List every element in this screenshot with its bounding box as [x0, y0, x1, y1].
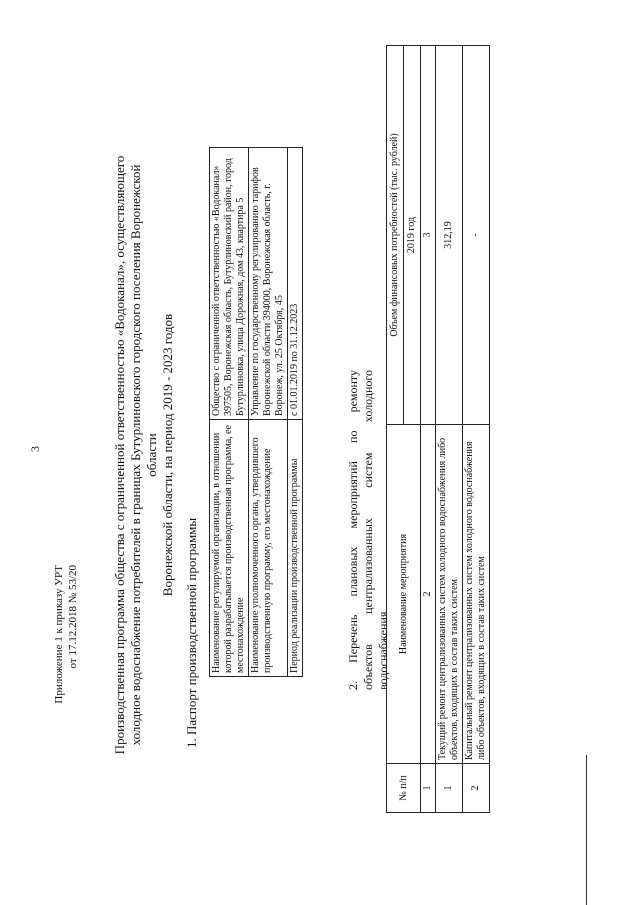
page-number: 3 [28, 446, 42, 452]
passport-table [209, 147, 303, 677]
passport-value-cell: Общество с ограниченной ответственностью «Водоканал» 397505, Воронежская область, Бутурлиновский район, город Бутурлиновка, улица Дорожная, дом 43, квартира 5 [210, 148, 249, 420]
passport-label-cell: Наименование уполномоченного органа, утвердившего производственную программу, его местонахождение [249, 420, 288, 677]
header-volume: Объем финансовых потребностей (тыс. рублей) [387, 46, 404, 425]
passport-label-cell: Период реализации производственной программы [288, 420, 303, 677]
header-name: Наименование мероприятия [387, 425, 421, 764]
table-row [463, 46, 490, 813]
header-year: 2019 год [404, 46, 421, 425]
title-line-1: Производственная программа общества с ограниченной ответственностью «Водоканал», осуществляющего [112, 155, 127, 755]
row-value: 312,19 [436, 46, 463, 425]
row-value: - [463, 46, 490, 425]
table-row [436, 46, 463, 813]
title-line-2: холодное водоснабжение потребителей в границах Бутурлиновского городского поселения Воронежской области [128, 164, 159, 746]
colnum-cell: 1 [421, 764, 436, 813]
repair-measures-table [386, 45, 490, 813]
table-header-row [387, 46, 404, 813]
section-2-heading: 2. Перечень плановых мероприятий по ремонту объектов централизованных систем холодного водоснабжения [346, 370, 390, 690]
colnum-cell: 2 [421, 425, 436, 764]
table-row [249, 148, 288, 677]
table-row [288, 148, 303, 677]
row-num: 2 [463, 764, 490, 813]
appendix-line-1: Приложение 1 к приказу УРТ [53, 565, 65, 704]
row-num: 1 [436, 764, 463, 813]
row-name: Капитальный ремонт централизованных систем холодного водоснабжения либо объектов, входящих в состав таких систем [463, 425, 490, 764]
header-num: № п/п [387, 764, 421, 813]
passport-label-cell: Наименование регулируемой организации, в отношении которой разрабатывается производственная программа, ее местонахождение [210, 420, 249, 677]
footer-rule [586, 755, 587, 905]
table-row [210, 148, 249, 677]
document-title [112, 155, 176, 755]
passport-value-cell: с 01.01.2019 по 31.12.2023 [288, 148, 303, 420]
title-line-3: Воронежской области, на период 2019 - 2023 годов [160, 313, 175, 597]
passport-value-cell: Управление по государственному регулированию тарифов Воронежской области 394000, Воронежская область, г. Воронеж, ул. 25 Октября, 45 [249, 148, 288, 420]
section-1-heading: 1. Паспорт производственной программы [184, 517, 199, 748]
table-colnum-row [421, 46, 436, 813]
colnum-cell: 3 [421, 46, 436, 425]
appendix-line-2: от 17.12.2018 № 53/20 [67, 565, 79, 669]
appendix-note [52, 565, 80, 704]
row-name: Текущий ремонт централизованных систем холодного водоснабжения либо объектов, входящих в состав таких систем [436, 425, 463, 764]
